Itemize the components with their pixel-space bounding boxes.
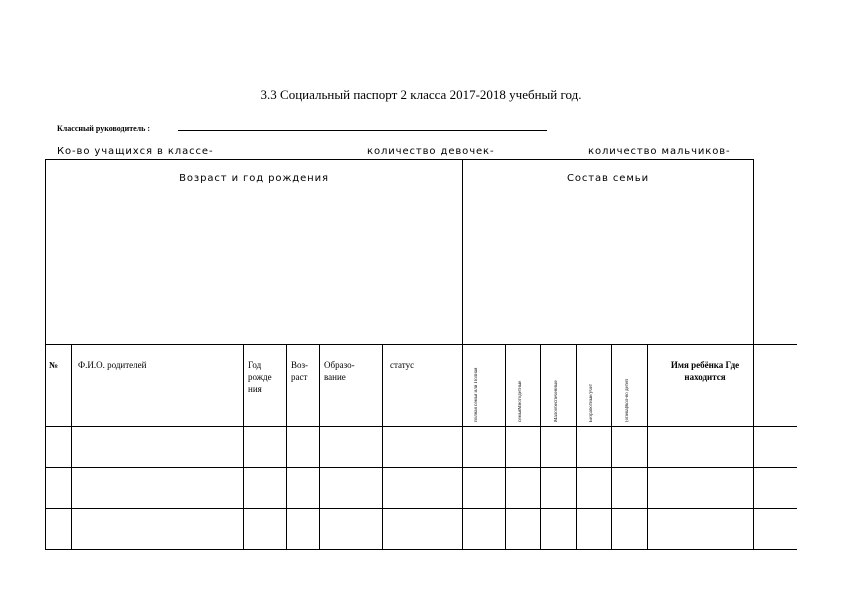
col-header-opeka: (опека)Кол-во детей bbox=[625, 379, 630, 422]
col-divider-education bbox=[382, 344, 383, 550]
section-family-header: Состав семьи bbox=[566, 173, 649, 184]
students-count-label: Ко-во учащихся в классе- bbox=[57, 146, 214, 157]
col-header-unemployed: Безработные/учет bbox=[589, 383, 594, 422]
section-age-header: Возраст и год рождения bbox=[179, 173, 329, 184]
table-right-border bbox=[753, 159, 754, 550]
col-header-status: статус bbox=[390, 360, 415, 370]
header-row-top-border bbox=[45, 344, 797, 345]
col-header-age: Воз- раст bbox=[291, 360, 309, 382]
data-row-3-top-border bbox=[45, 508, 797, 509]
col-header-low-income: Малообеспеченные bbox=[554, 380, 559, 422]
col-divider-age bbox=[319, 344, 320, 550]
col-divider-unemployed bbox=[611, 344, 612, 550]
col-divider-opeka bbox=[647, 344, 648, 550]
col-divider-low-income bbox=[576, 344, 577, 550]
girls-count-label: количество девочек- bbox=[367, 146, 495, 157]
table-left-border bbox=[45, 159, 46, 550]
col-header-num: № bbox=[49, 360, 59, 370]
boys-count-label: количество мальчиков- bbox=[588, 146, 731, 157]
col-header-birth-year: Год рожде ния bbox=[248, 360, 272, 394]
col-header-child-name: Имя ребёнка Где находится bbox=[670, 360, 740, 382]
section-divider bbox=[462, 159, 463, 550]
data-row-1-top-border bbox=[45, 426, 797, 427]
col-divider-fio bbox=[243, 344, 244, 550]
col-header-full-family: полная семья или Полная bbox=[474, 367, 479, 422]
col-divider-full bbox=[505, 344, 506, 550]
table-bottom-border bbox=[45, 549, 797, 550]
col-divider-birth bbox=[286, 344, 287, 550]
col-divider-num bbox=[71, 344, 72, 550]
col-divider-single bbox=[540, 344, 541, 550]
page-title: 3.3 Социальный паспорт 2 класса 2017-2018 учебный год. bbox=[260, 87, 582, 102]
data-row-2-top-border bbox=[45, 467, 797, 468]
col-header-single-parent: семьяМногодетные bbox=[518, 380, 523, 422]
col-header-education: Образо- вание bbox=[324, 360, 355, 382]
table-top-border bbox=[45, 159, 754, 160]
teacher-label: Классный руководитель : bbox=[57, 124, 151, 133]
col-header-fio: Ф.И.О. родителей bbox=[78, 360, 147, 370]
